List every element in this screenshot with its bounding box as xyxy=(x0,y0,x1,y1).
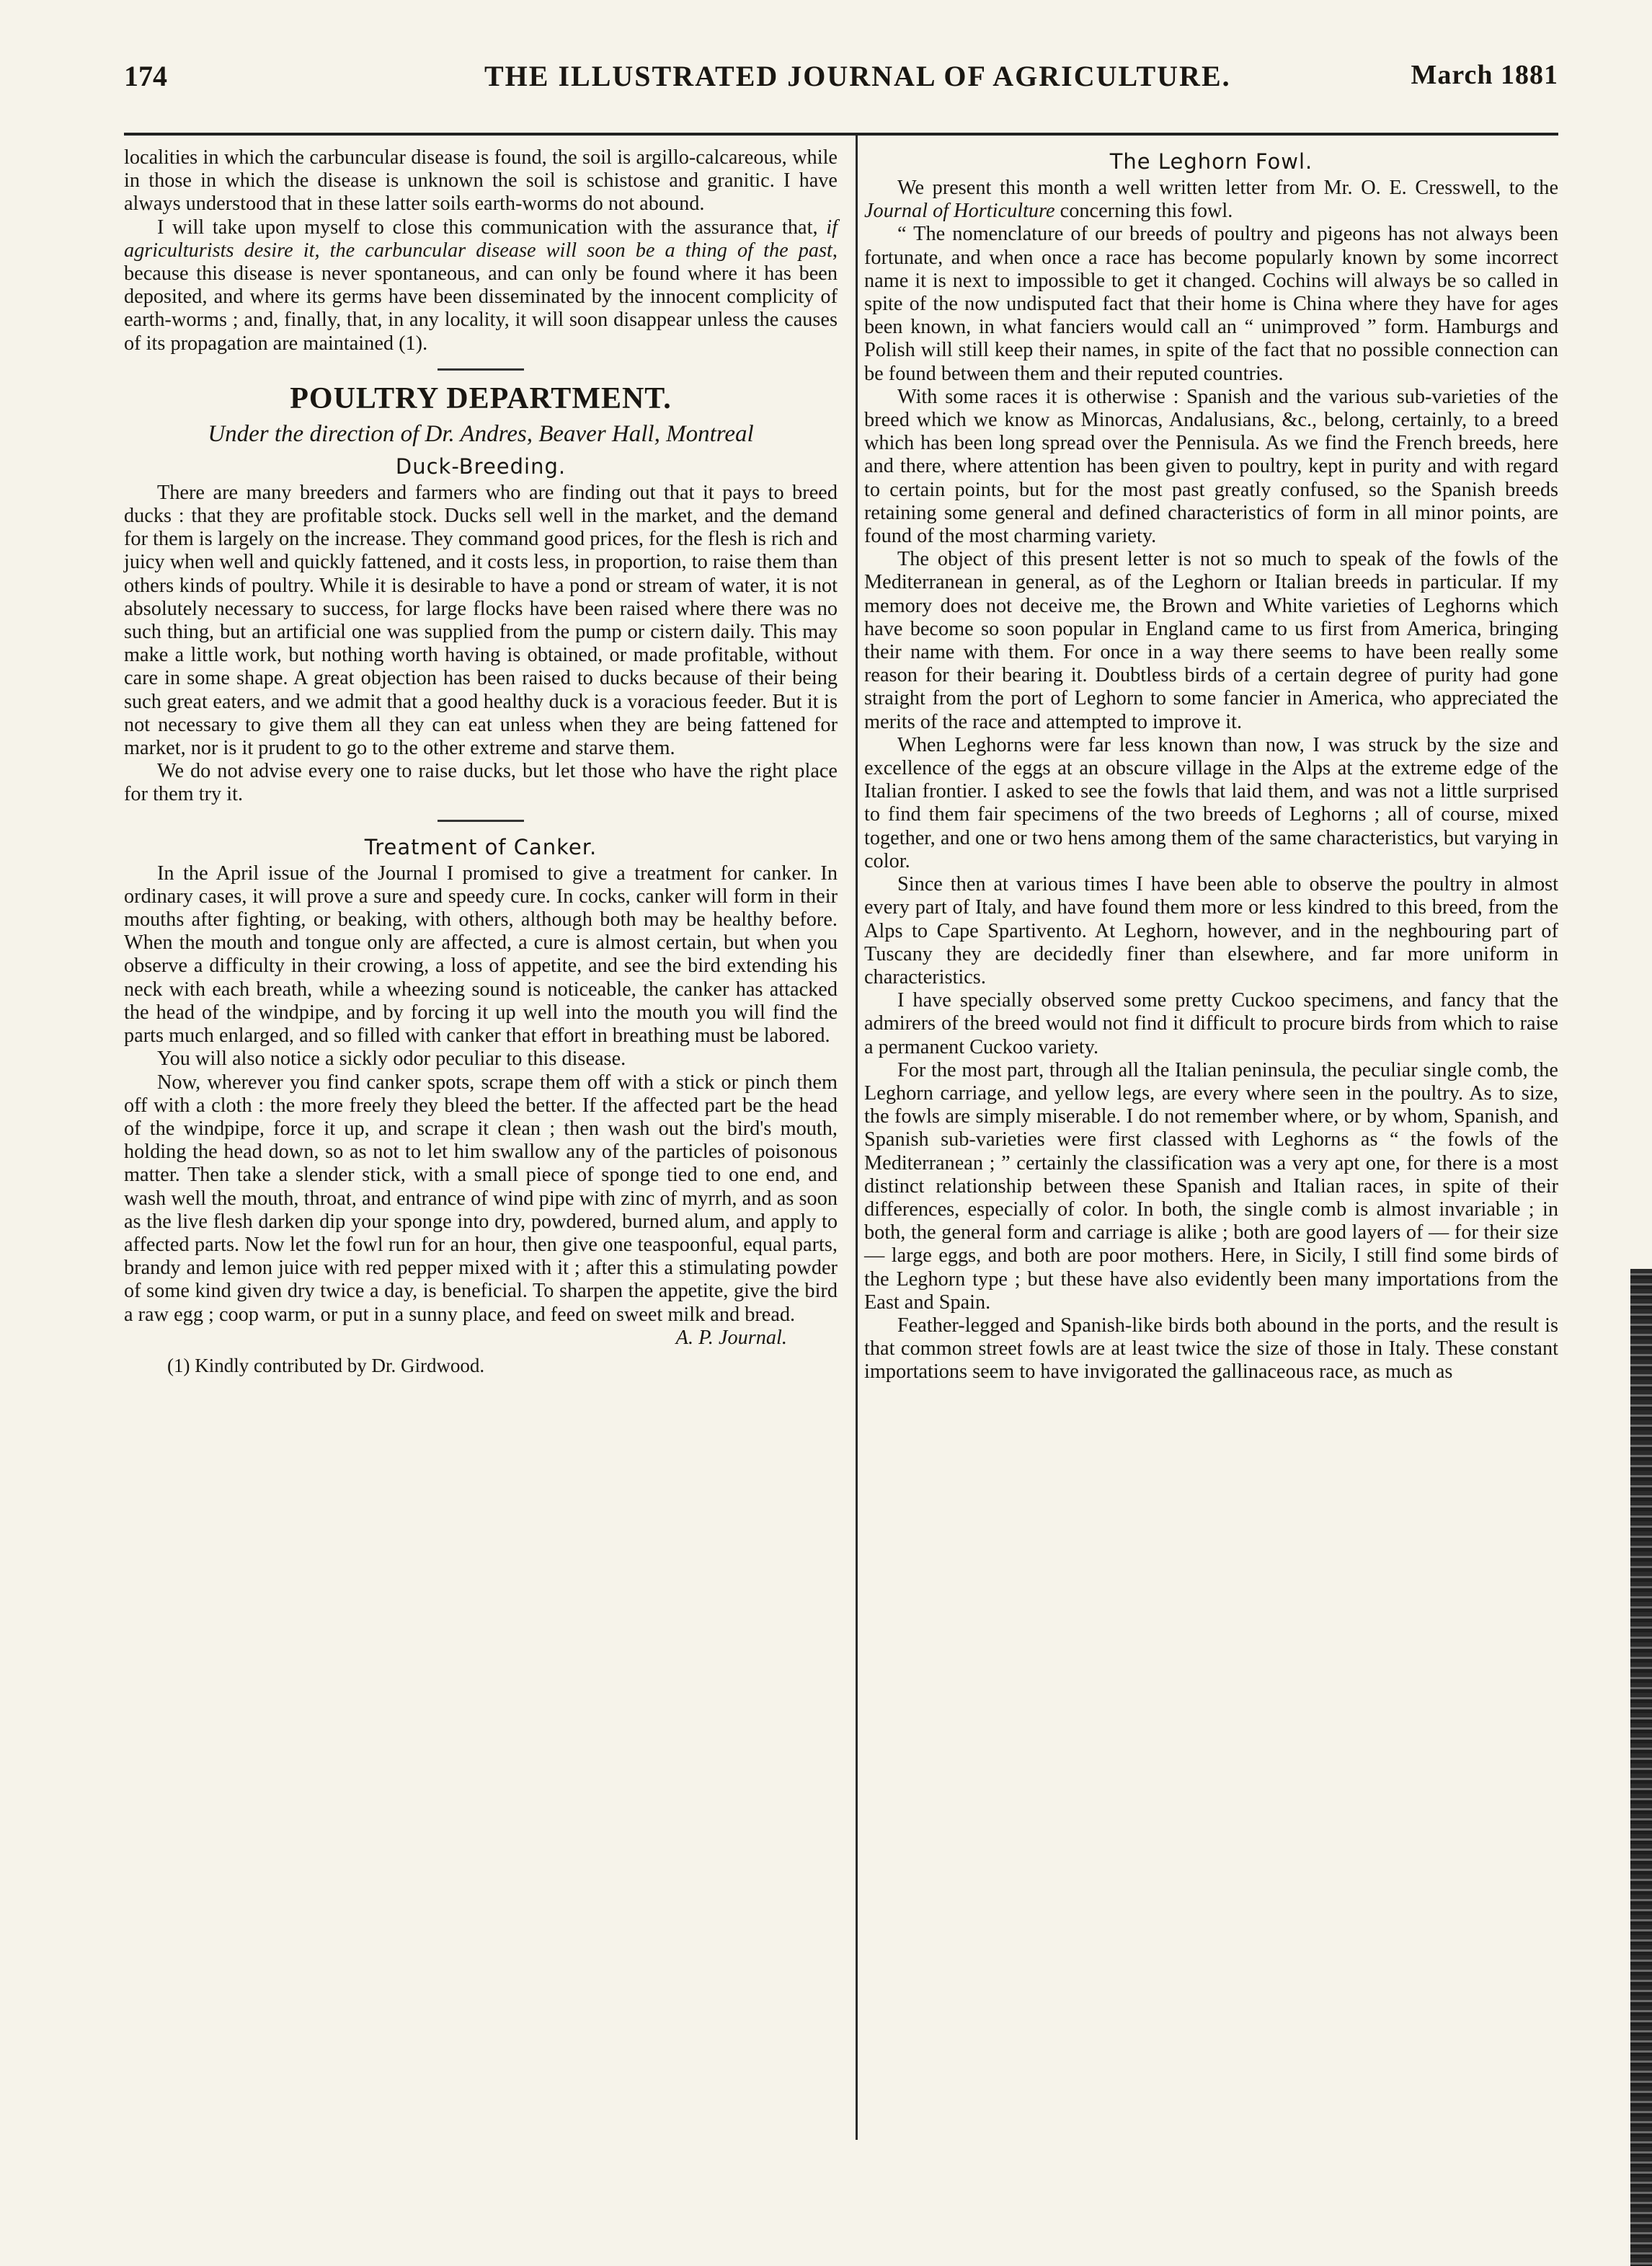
column-rule xyxy=(856,136,858,2140)
department-subtitle: Under the direction of Dr. Andres, Beaver Hall, Montreal xyxy=(208,420,754,447)
header-rule xyxy=(124,133,1558,136)
article-title: The Leghorn Fowl. xyxy=(1109,149,1313,174)
body-paragraph: When Leghorns were far less known than now, I was struck by the size and excellence of the eggs at an obscure village in the Alps at the extreme edge of the Italian frontier. I asked to see the fowls that laid them, and was not a little surprised to find them fair specimens of the two breeds of Leghorns ; all of course, mixed together, and one or two hens among them of the same characteristics, but varying in color. xyxy=(864,733,1558,872)
body-paragraph: Since then at various times I have been able to observe the poultry in almost every part of Italy, and have found them more or less kindred to this breed, from the Alps to Cape Spartivento. At Leghorn, however, and in the neghbouring part of Tuscany they are decidedly finer than elsewhere, and far more uniform in characteristics. xyxy=(864,873,1558,988)
journal-title: THE ILLUSTRATED JOURNAL OF AGRICULTURE. xyxy=(484,60,1231,92)
body-paragraph: I will take upon myself to close this communication with the assurance that, if agriculturists desire it, the carbuncular disease will soon be a thing of the past, because this disease is never spontaneous, and can only be found where it has been deposited, and where its germs have been disseminated by the innocent complicity of earth-worms ; and, finally, that, in any locality, it will soon disappear unless the causes of its propagation are maintained (1). xyxy=(124,216,838,355)
section-separator xyxy=(438,368,524,371)
left-column xyxy=(124,146,838,1377)
article-signature: A. P. Journal. xyxy=(675,1326,787,1349)
footnote: (1) Kindly contributed by Dr. Girdwood. xyxy=(167,1354,485,1376)
body-paragraph: I have specially observed some pretty Cuckoo specimens, and fancy that the admirers of the breed would not find it difficult to procure birds from which to raise a permanent Cuckoo variety. xyxy=(864,989,1558,1058)
issue-date: March 1881 xyxy=(1411,60,1558,90)
section-separator xyxy=(438,820,524,822)
page-edge-shadow xyxy=(1630,1269,1652,2266)
article-title: Duck-Breeding. xyxy=(395,453,567,479)
body-paragraph: We present this month a well written letter from Mr. O. E. Cresswell, to the Journal of Horticulture concerning this fowl. xyxy=(864,177,1558,223)
body-paragraph: Feather-legged and Spanish-like birds both abound in the ports, and the result is that common street fowls are at least twice the size of those in Italy. These constant importations seem to have invigorated the gallinaceous race, as much as xyxy=(864,1314,1558,1384)
right-column xyxy=(864,146,1558,1384)
italic-phrase: if agriculturists desire it, the carbuncular disease will soon be a thing of the past xyxy=(124,216,838,262)
body-paragraph: For the most part, through all the Italian peninsula, the peculiar single comb, the Leghorn carriage, and yellow legs, are every where seen in the poultry. As to size, the fowls are simply miserable. I do not remember where, or by whom, Spanish, and Spanish sub-varieties were first classed with Leghorns as “ the fowls of the Mediterranean ; ” certainly the classification was a very apt one, for there is a most distinct relationship between these Spanish and Italian races, in spite of their differences, especially of color. In both, the single comb is almost invariable ; in both, the general form and carriage is alike ; both are good layers of — for their size — large eggs, and both are poor mothers. Here, in Sicily, I still find some birds of the Leghorn type ; but these have also evidently been many importations from the East and Spain. xyxy=(864,1058,1558,1314)
italic-phrase: Journal of Horticulture xyxy=(864,200,1055,223)
body-paragraph: The object of this present letter is not so much to speak of the fowls of the Mediterranean in general, as of the Leghorn or Italian breeds in particular. If my memory does not deceive me, the Brown and White varieties of Leghorns which have become so soon popular in England came to us first from America, bringing their name with them. For once in a way there seems to have been really some reason for their bearing it. Doubtless birds of a certain degree of purity had gone straight from the port of Leghorn to some fancier in America, who appreciated the merits of the race and attempted to improve it. xyxy=(864,548,1558,733)
body-paragraph: We do not advise every one to raise ducks, but let those who have the right place for them try it. xyxy=(124,760,838,806)
article-title: Treatment of Canker. xyxy=(364,834,598,859)
running-header xyxy=(124,59,1558,102)
department-title: POULTRY DEPARTMENT. xyxy=(290,381,672,415)
body-paragraph: Now, wherever you find canker spots, scrape them off with a stick or pinch them off with a cloth : the more freely they bleed the better. If the affected part be the head of the windpipe, force it up, and scrape it clean ; then wash out the bird's mouth, holding the head down, so as not to let him swallow any of the particles of poisonous matter. Then take a slender stick, with a small piece of sponge tied to one end, and wash well the mouth, throat, and entrance of wind pipe with zinc of myrrh, and as soon as the live flesh darken dip your sponge into dry, powdered, burned alum, and apply to affected parts. Now let the fowl run for an hour, then give one teaspoonful, equal parts, brandy and lemon juice with red pepper mixed with it ; after this a stimulating powder of some kind given dry twice a day, is beneficial. To sharpen the appetite, give the bird a raw egg ; coop warm, or put in a sunny place, and feed on sweet milk and bread. xyxy=(124,1071,838,1326)
body-paragraph: You will also notice a sickly odor peculiar to this disease. xyxy=(157,1048,626,1071)
page-number: 174 xyxy=(124,60,167,92)
body-paragraph: localities in which the carbuncular disease is found, the soil is argillo-calcareous, while in those in which the disease is unknown the soil is schistose and granitic. I have always understood that in these latter soils earth-worms do not abound. xyxy=(124,146,838,216)
body-paragraph: There are many breeders and farmers who are finding out that it pays to breed ducks : that they are profitable stock. Ducks sell well in the market, and the demand for them is largely on the increase. They command good prices, for the flesh is rich and juicy when well and quickly fattened, and it costs less, in proportion, to raise them than others kinds of poultry. While it is desirable to have a pond or stream of water, it is not absolutely necessary to success, for large flocks have been raised where there was no such thing, but an artificial one was supplied from the pump or cistern daily. This may make a little work, but nothing worth having is obtained, or made profitable, without care in some shape. A great objection has been raised to ducks because of their being such great eaters, and we admit that a good healthy duck is a voracious feeder. But it is not necessary to give them all they can eat unless when they are being fattened for market, nor is it prudent to go to the other extreme and starve them. xyxy=(124,481,838,760)
body-paragraph: In the April issue of the Journal I promised to give a treatment for canker. In ordinary cases, it will prove a sure and speedy cure. In cocks, canker will form in their mouths after fighting, or beaking, with others, although both may be healthy before. When the mouth and tongue only are affected, a cure is almost certain, but when you observe a difficulty in their crowing, a loss of appetite, and see the bird extending his neck with each breath, while a wheezing sound is noticeable, the canker has attacked the head of the windpipe, and by forcing it up well into the mouth you will find the parts much enlarged, and so filled with canker that effort in breathing must be labored. xyxy=(124,862,838,1048)
body-paragraph: With some races it is otherwise : Spanish and the various sub-varieties of the breed which we know as Minorcas, Andalusians, &c., belong, certainly, to a breed which has been long spread over the Pennisula. As we find the French breeds, here and there, where attention has been given to poultry, kept in purity and with regard to certain points, but for the most past greatly confused, so the Spanish breeds retaining some general and defined characteristics of form in all minor points, are found of the most charming variety. xyxy=(864,385,1558,548)
body-paragraph: “ The nomenclature of our breeds of poultry and pigeons has not always been fortunate, and when once a race has become popularly known by some incorrect name it is next to impossible to get it changed. Cochins will always be so called in spite of the now undisputed fact that their home is China where they have for ages been known, in what fanciers would call an “ unimproved ” form. Hamburgs and Polish will still keep their names, in spite of the fact that no possible connection can be found between them and their reputed countries. xyxy=(864,223,1558,385)
